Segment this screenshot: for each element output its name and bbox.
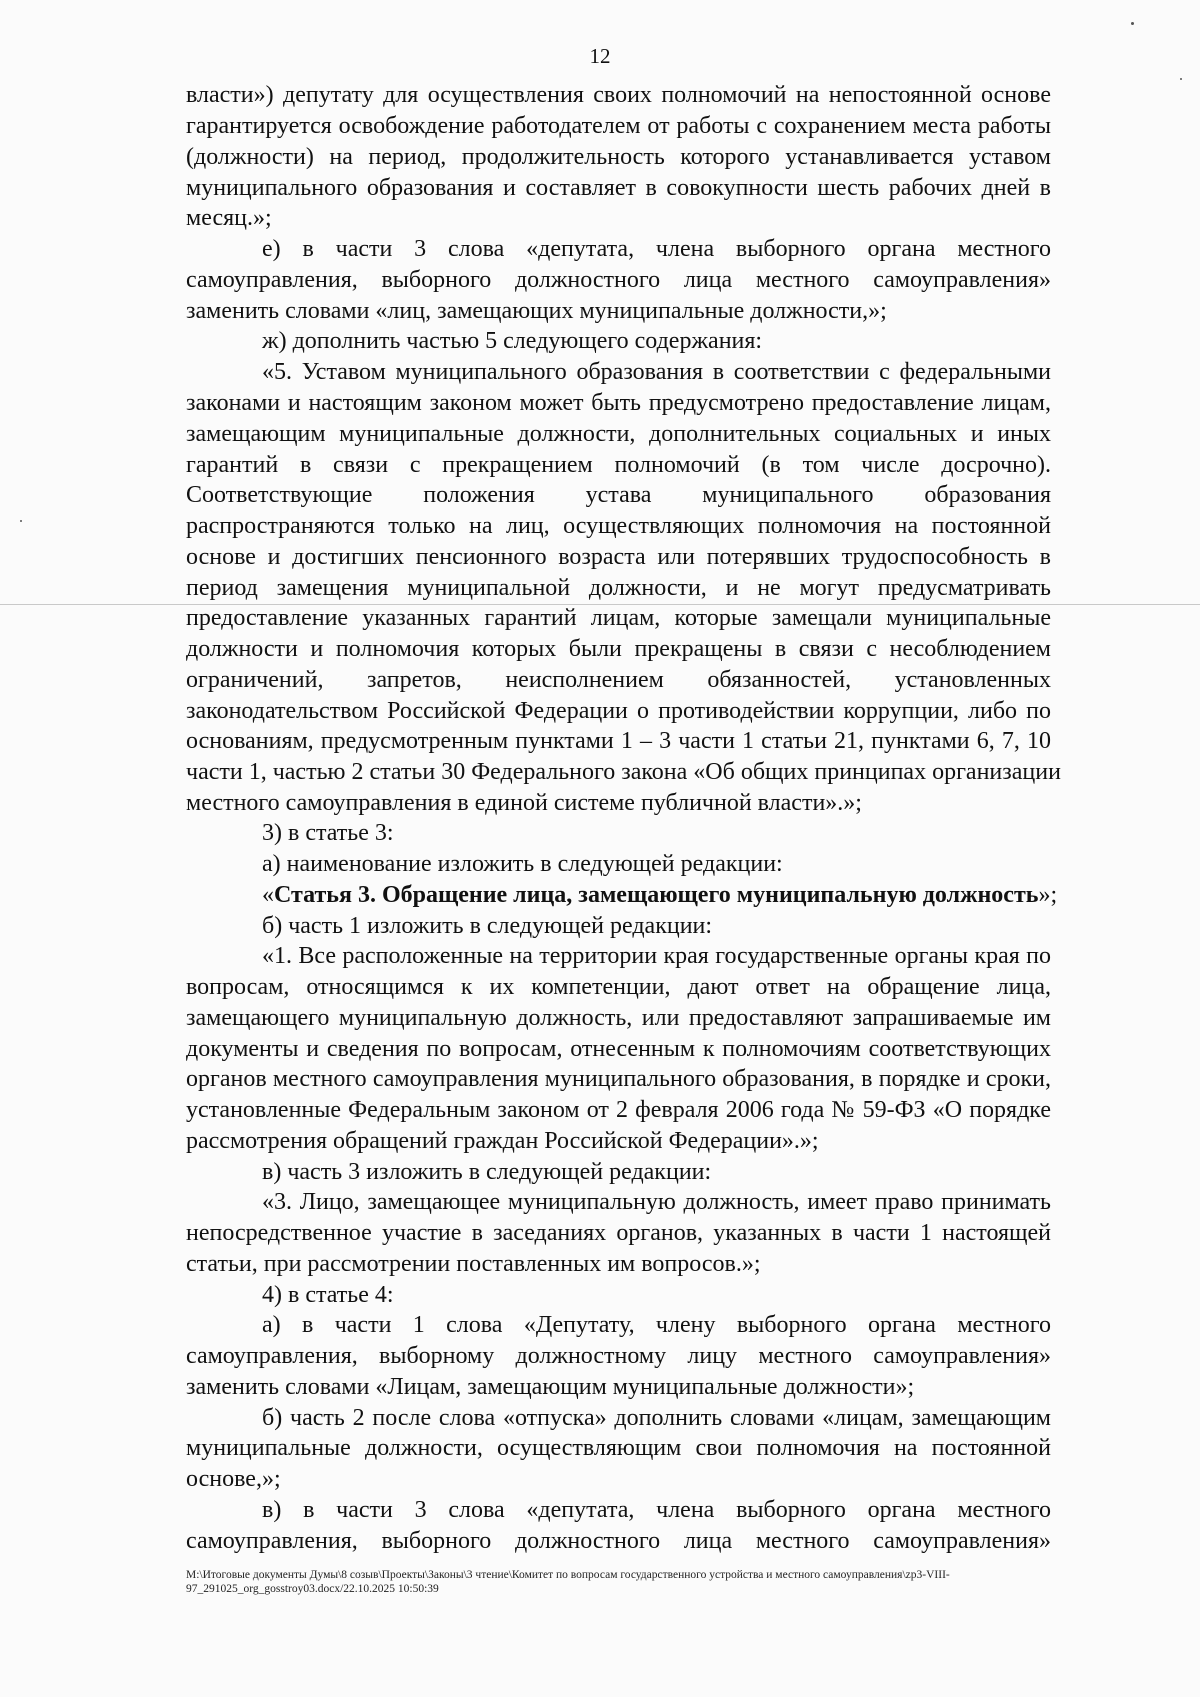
article-title-bold: Статья 3. Обращение лица, замещающего муниципальную должность: [274, 882, 1039, 908]
body-text-line: муниципальные должности, осуществляющим свои полномочия на постоянной: [186, 1435, 1051, 1461]
body-text-line: заменить словами «Лицам, замещающим муниципальные должности»;: [186, 1374, 915, 1400]
body-text-line: (должности) на период, продолжительность которого устанавливается уставом: [186, 144, 1051, 170]
body-text-line: основаниям, предусмотренным пунктами 1 – 3 части 1 статьи 21, пунктами 6, 7, 10: [186, 728, 1051, 754]
body-text-line: непосредственное участие в заседаниях органов, указанных в части 1 настоящей: [186, 1220, 1051, 1246]
body-text-line: «5. Уставом муниципального образования в соответствии с федеральными: [262, 359, 1051, 385]
body-text-line: заменить словами «лиц, замещающих муниципальные должности,»;: [186, 298, 887, 324]
body-text-line: основе и достигших пенсионного возраста или потерявших трудоспособность в: [186, 544, 1051, 570]
body-text-line: замещающим муниципальные должности, дополнительных социальных и иных: [186, 421, 1051, 447]
body-text-line: б) часть 1 изложить в следующей редакции:: [262, 913, 713, 939]
body-text-line: а) в части 1 слова «Депутату, члену выборного органа местного: [262, 1312, 1051, 1338]
body-text-line: органов местного самоуправления муниципального образования, в порядке и сроки,: [186, 1066, 1051, 1092]
body-text-line: власти») депутату для осуществления своих полномочий на непостоянной основе: [186, 82, 1051, 108]
page-number: 12: [589, 44, 611, 68]
body-text-line: статьи, при рассмотрении поставленных им вопросов.»;: [186, 1251, 761, 1277]
body-text-line: 3) в статье 3:: [262, 820, 394, 846]
footer-path-line-2: 97_291025_org_gosstroy03.docx/22.10.2025 10:50:39: [186, 1583, 439, 1595]
body-text-line: самоуправления, выборного должностного лица местного самоуправления»: [186, 267, 1051, 293]
body-text-line: в) в части 3 слова «депутата, члена выборного органа местного: [262, 1497, 1051, 1523]
body-text-line: законодательством Российской Федерации о противодействии коррупции, либо по: [186, 698, 1051, 724]
body-text-line: ж) дополнить частью 5 следующего содержания:: [262, 328, 763, 354]
body-text-line: муниципального образования и составляет в совокупности шесть рабочих дней в: [186, 175, 1051, 201]
body-text-line: должности и полномочия которых были прекращены в связи с несоблюдением: [186, 636, 1051, 662]
body-text-line: «1. Все расположенные на территории края государственные органы края по: [262, 943, 1051, 969]
scan-speck: [20, 520, 22, 522]
body-text-line: ограничений, запретов, неисполнением обязанностей, установленных: [186, 667, 1051, 693]
scan-speck: [1131, 22, 1134, 25]
body-text-line: распространяются только на лиц, осуществляющих полномочия на постоянной: [186, 513, 1051, 539]
body-text-line: документы и сведения по вопросам, отнесенным к полномочиям соответствующих: [186, 1036, 1051, 1062]
body-text-line: самоуправления, выборному должностному лицу местного самоуправления»: [186, 1343, 1051, 1369]
body-text-line: самоуправления, выборного должностного лица местного самоуправления»: [186, 1528, 1051, 1554]
body-text-line: замещающего муниципальную должность, или предоставляют запрашиваемые им: [186, 1005, 1051, 1031]
body-text-line: 4) в статье 4:: [262, 1282, 394, 1308]
body-text-line: период замещения муниципальной должности, и не могут предусматривать: [186, 575, 1051, 601]
body-text-line: части 1, частью 2 статьи 30 Федерального закона «Об общих принципах организации: [186, 759, 1061, 785]
body-text-line: в) часть 3 изложить в следующей редакции:: [262, 1159, 712, 1185]
body-text-line: е) в части 3 слова «депутата, члена выборного органа местного: [262, 236, 1051, 262]
body-text-line: гарантируется освобождение работодателем от работы с сохранением места работы: [186, 113, 1051, 139]
scan-speck: [1180, 78, 1182, 80]
body-text-line: вопросам, относящимся к их компетенции, дают ответ на обращение лица,: [186, 974, 1051, 1000]
body-text-line: основе,»;: [186, 1466, 281, 1492]
body-text-line: б) часть 2 после слова «отпуска» дополнить словами «лицам, замещающим: [262, 1405, 1051, 1431]
body-text-line: предоставление указанных гарантий лицам, которые замещали муниципальные: [186, 605, 1051, 631]
body-text-line: «3. Лицо, замещающее муниципальную должность, имеет право принимать: [262, 1189, 1051, 1215]
body-text-line: а) наименование изложить в следующей редакции:: [262, 851, 783, 877]
body-text-line: местного самоуправления в единой системе публичной власти».»;: [186, 790, 862, 816]
body-text-line: гарантий в связи с прекращением полномочий (в том числе досрочно).: [186, 452, 1051, 478]
file-path-footer: [186, 1568, 1136, 1596]
body-text-line: установленные Федеральным законом от 2 февраля 2006 года № 59-ФЗ «О порядке: [186, 1097, 1051, 1123]
body-text-line: рассмотрения обращений граждан Российской Федерации».»;: [186, 1128, 819, 1154]
body-text-line: месяц.»;: [186, 205, 272, 231]
body-text-line: законами и настоящим законом может быть предусмотрено предоставление лицам,: [186, 390, 1051, 416]
body-text-line: Соответствующие положения устава муниципального образования: [186, 482, 1051, 508]
footer-path-line-1: М:\Итоговые документы Думы\8 созыв\Проекты\Законы\3 чтение\Комитет по вопросам государственного устройства и местного самоуправления\zp3-VIII-: [186, 1569, 950, 1581]
body-text-line: «Статья 3. Обращение лица, замещающего муниципальную должность»;: [262, 882, 1058, 908]
